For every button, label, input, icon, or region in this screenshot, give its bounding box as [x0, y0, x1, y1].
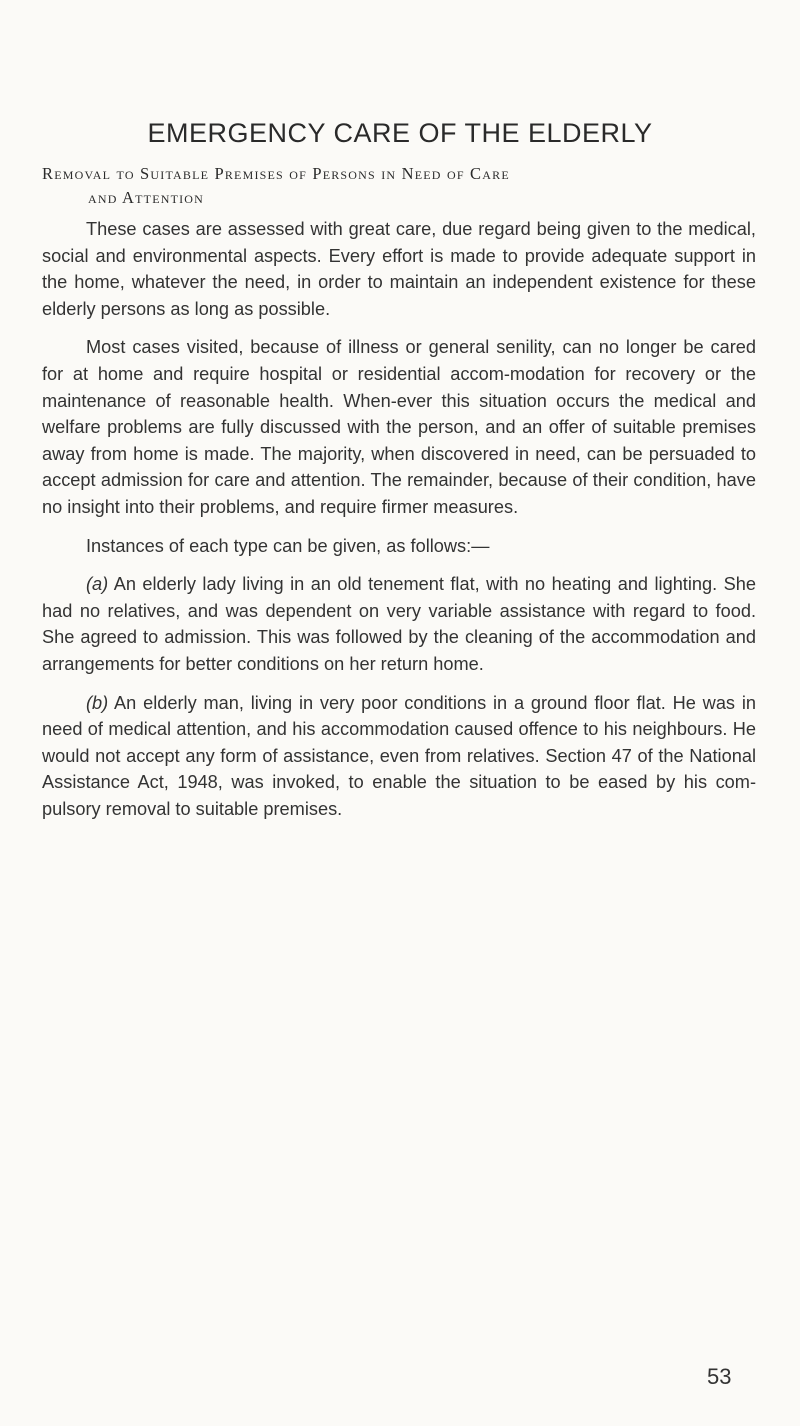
example-item [42, 690, 756, 823]
paragraph: Instances of each type can be given, as follows:— [86, 535, 490, 556]
example-item [42, 571, 756, 677]
section-heading-line-2: and Attention [88, 188, 205, 207]
body-text [42, 216, 756, 834]
paragraph: Most cases visited, because of illness or general senility, can no longer be cared for at home and require hospital or residential accom-modation for recovery or the maintenance of reasonable health. When-ever this situation occurs the medical and welfare problems are fully discussed with the person, and an offer of suitable premises away from home is made. The majority, when discovered in need, can be persuaded to accept admission for care and attention. The remainder, because of their condition, have no insight into their problems, and require firmer measures. [42, 337, 756, 517]
page-number: 53 [707, 1364, 732, 1389]
section-heading-line-1: Removal to Suitable Premises of Persons in Need of Care [42, 164, 510, 183]
paragraph: These cases are assessed with great care, due regard being given to the medical, social and environmental aspects. Every effort is made to provide adequate support in the home, whatever the need, in order to maintain an independent existence for these elderly persons as long as possible. [42, 219, 756, 319]
page-title: EMERGENCY CARE OF THE ELDERLY [147, 118, 653, 148]
example-text: An elderly lady living in an old tenement flat, with no heating and lighting. She had no relatives, and was dependent on very variable assistance with regard to food. She agreed to admission. This was followed by the cleaning of the accommodation and arrangements for better conditions on her return home. [42, 574, 756, 674]
example-marker: (a) [86, 574, 109, 595]
section-heading [42, 162, 762, 210]
example-text: An elderly man, living in very poor conditions in a ground floor flat. He was in need of medical attention, and his accommodation caused offence to his neighbours. He would not accept any form of assistance, even from relatives. Section 47 of the National Assistance Act, 1948, was invoked, to enable the situation to be eased by his com-pulsory removal to suitable premises. [42, 692, 756, 819]
example-marker: (b) [86, 692, 109, 713]
